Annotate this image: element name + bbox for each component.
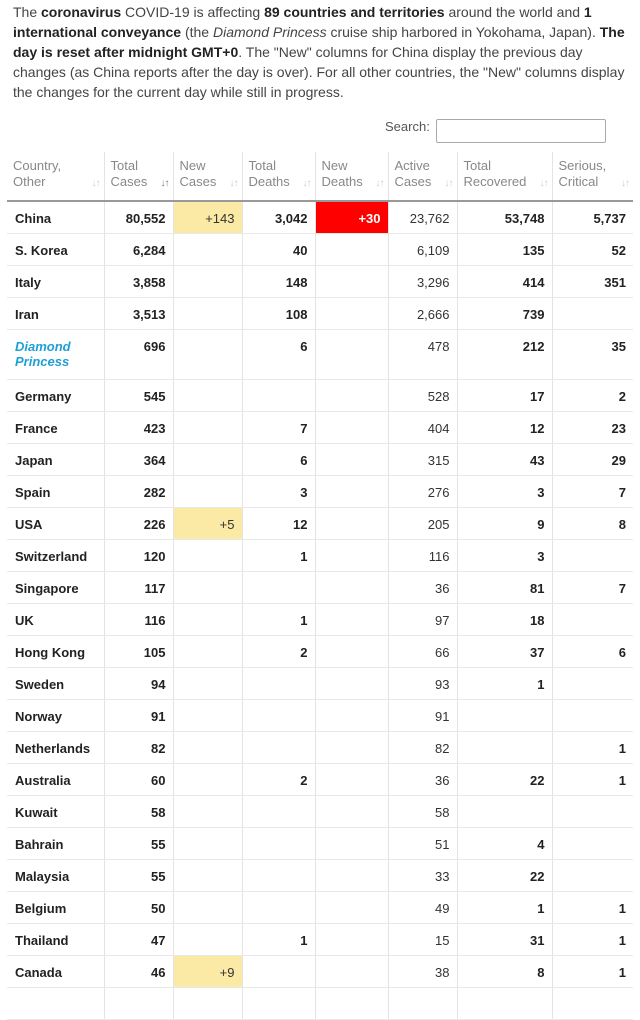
cell-country: Singapore (7, 571, 104, 603)
cell-new-cases (173, 297, 242, 329)
cell-total-deaths (242, 379, 315, 411)
cell-total-deaths (242, 667, 315, 699)
cell-country: S. Korea (7, 233, 104, 265)
cell-new-cases (173, 265, 242, 297)
column-header-label: Total (463, 158, 491, 173)
cell-total-deaths (242, 827, 315, 859)
cell-new-deaths (315, 233, 388, 265)
cell-serious-critical: 1 (552, 955, 633, 987)
cell-new-cases (173, 539, 242, 571)
table-row (7, 923, 633, 955)
cell-total-deaths (242, 891, 315, 923)
cell-total-cases: 226 (104, 507, 173, 539)
cell-total-cases: 80,552 (104, 201, 173, 233)
cell-serious-critical: 1 (552, 763, 633, 795)
intro-bold: coronavirus (41, 4, 122, 20)
column-header-label: Serious, (558, 158, 607, 173)
cell-new-cases (173, 667, 242, 699)
cell-total-deaths: 1 (242, 923, 315, 955)
table-row (7, 667, 633, 699)
sort-both-icon[interactable]: ↓↑ (91, 178, 100, 189)
cell-total-cases: 282 (104, 475, 173, 507)
column-header-label: Country, (13, 158, 62, 173)
cell-total-deaths (242, 955, 315, 987)
cell-total-recovered: 22 (457, 763, 552, 795)
cell-active-cases: 276 (388, 475, 457, 507)
column-header-active-cases[interactable] (388, 152, 457, 201)
cell-total-cases: 545 (104, 379, 173, 411)
cell-country: Bahrain (7, 827, 104, 859)
cell-new-deaths (315, 731, 388, 763)
cell-total-cases: 94 (104, 667, 173, 699)
column-header-country[interactable] (7, 152, 104, 201)
table-row (7, 571, 633, 603)
cell-total-deaths: 40 (242, 233, 315, 265)
cell-country: Norway (7, 699, 104, 731)
cell-country: China (7, 201, 104, 233)
cell-new-deaths (315, 699, 388, 731)
cell-country: Canada (7, 955, 104, 987)
cell-total-cases: 6,284 (104, 233, 173, 265)
column-header-new-cases[interactable] (173, 152, 242, 201)
cell-total-recovered (457, 795, 552, 827)
cell-country: Italy (7, 265, 104, 297)
cell-active-cases: 97 (388, 603, 457, 635)
cell-total-deaths: 1 (242, 603, 315, 635)
cell-active-cases: 93 (388, 667, 457, 699)
cell-new-cases (173, 443, 242, 475)
cell-serious-critical: 52 (552, 233, 633, 265)
table-row (7, 475, 633, 507)
cell-new-deaths (315, 763, 388, 795)
cell-country: Thailand (7, 923, 104, 955)
cell-total-deaths (242, 571, 315, 603)
cell-serious-critical (552, 297, 633, 329)
cell-new-deaths (315, 891, 388, 923)
cell-serious-critical: 6 (552, 635, 633, 667)
cell-new-cases (173, 329, 242, 379)
table-row (7, 635, 633, 667)
cell-total-cases (104, 987, 173, 1019)
cell-new-cases (173, 379, 242, 411)
cell-total-recovered: 1 (457, 667, 552, 699)
cell-new-deaths (315, 603, 388, 635)
search-label: Search: (385, 119, 430, 134)
table-row (7, 265, 633, 297)
cell-new-deaths: +30 (315, 201, 388, 233)
cell-total-recovered: 22 (457, 859, 552, 891)
cell-total-cases: 423 (104, 411, 173, 443)
table-row (7, 699, 633, 731)
cell-new-deaths (315, 859, 388, 891)
cell-new-cases: +5 (173, 507, 242, 539)
cell-new-cases (173, 635, 242, 667)
column-header-total-deaths[interactable] (242, 152, 315, 201)
search-input[interactable] (436, 119, 606, 143)
cell-new-cases (173, 923, 242, 955)
cell-active-cases: 528 (388, 379, 457, 411)
cell-total-deaths (242, 987, 315, 1019)
cell-new-cases (173, 571, 242, 603)
cell-new-cases (173, 699, 242, 731)
cell-active-cases: 6,109 (388, 233, 457, 265)
cell-active-cases: 49 (388, 891, 457, 923)
cell-total-recovered: 17 (457, 379, 552, 411)
sort-both-icon[interactable]: ↓↑ (444, 178, 453, 189)
cell-new-deaths (315, 379, 388, 411)
cell-total-deaths: 2 (242, 763, 315, 795)
cell-country: Belgium (7, 891, 104, 923)
cell-country: Sweden (7, 667, 104, 699)
cell-country: France (7, 411, 104, 443)
cell-total-deaths: 148 (242, 265, 315, 297)
cell-serious-critical (552, 827, 633, 859)
cell-total-cases: 696 (104, 329, 173, 379)
table-row (7, 603, 633, 635)
cell-total-deaths (242, 795, 315, 827)
intro-bold: The day is reset after midnight GMT+0 (13, 24, 625, 60)
cell-country: UK (7, 603, 104, 635)
cell-serious-critical: 35 (552, 329, 633, 379)
column-header-label: Recovered (463, 174, 527, 189)
cell-serious-critical (552, 667, 633, 699)
cell-country: Iran (7, 297, 104, 329)
cell-active-cases: 82 (388, 731, 457, 763)
cell-total-cases: 3,513 (104, 297, 173, 329)
cell-total-recovered: 53,748 (457, 201, 552, 233)
intro-text: The coronavirus COVID-19 is affecting 89 countries and territories around the world and 1 international conveyance (the Diamond Princess cruise ship harbored in Yokohama, Japan). The day is reset after midnight GMT+0. The "New" columns for China display the previous day changes (as China reports after the day is over). For all other countries, the "New" columns display the changes for the current day while still in progress. (13, 4, 625, 100)
cell-country: Hong Kong (7, 635, 104, 667)
cell-serious-critical (552, 859, 633, 891)
cell-total-recovered: 18 (457, 603, 552, 635)
cell-total-recovered: 43 (457, 443, 552, 475)
cell-country: USA (7, 507, 104, 539)
cell-serious-critical: 8 (552, 507, 633, 539)
cell-new-deaths (315, 443, 388, 475)
sort-desc-icon[interactable]: ↓↑ (160, 178, 169, 189)
cell-total-deaths: 12 (242, 507, 315, 539)
column-header-total-recovered[interactable] (457, 152, 552, 201)
cell-new-cases (173, 987, 242, 1019)
cell-active-cases: 404 (388, 411, 457, 443)
sort-both-icon[interactable]: ↓↑ (375, 178, 384, 189)
table-row (7, 379, 633, 411)
cell-new-deaths (315, 411, 388, 443)
sort-both-icon[interactable]: ↓↑ (539, 178, 548, 189)
cell-total-recovered: 31 (457, 923, 552, 955)
cell-country: Spain (7, 475, 104, 507)
cell-new-deaths (315, 795, 388, 827)
cell-total-deaths (242, 859, 315, 891)
cell-new-deaths (315, 635, 388, 667)
cell-serious-critical: 2 (552, 379, 633, 411)
cell-active-cases: 116 (388, 539, 457, 571)
cell-active-cases: 66 (388, 635, 457, 667)
cell-new-cases (173, 891, 242, 923)
cell-serious-critical: 351 (552, 265, 633, 297)
cell-active-cases: 33 (388, 859, 457, 891)
cell-total-cases: 364 (104, 443, 173, 475)
cell-total-cases: 91 (104, 699, 173, 731)
cell-total-deaths (242, 699, 315, 731)
column-header-label: Cases (394, 174, 432, 189)
column-header-label: Active (394, 158, 430, 173)
column-header-total-cases[interactable] (104, 152, 173, 201)
table-row (7, 891, 633, 923)
cell-active-cases: 91 (388, 699, 457, 731)
cell-country: Switzerland (7, 539, 104, 571)
table-row (7, 507, 633, 539)
table-row (7, 297, 633, 329)
sort-both-icon[interactable]: ↓↑ (229, 178, 238, 189)
table-row (7, 411, 633, 443)
cell-total-recovered: 37 (457, 635, 552, 667)
table-row (7, 329, 633, 379)
cell-serious-critical: 23 (552, 411, 633, 443)
cell-serious-critical: 29 (552, 443, 633, 475)
cell-total-deaths: 2 (242, 635, 315, 667)
column-header-label: New (179, 158, 206, 173)
cell-country: Australia (7, 763, 104, 795)
cell-total-cases: 60 (104, 763, 173, 795)
intro-bold: 89 countries and territories (264, 4, 445, 20)
cell-serious-critical (552, 539, 633, 571)
cell-active-cases: 51 (388, 827, 457, 859)
cell-active-cases: 15 (388, 923, 457, 955)
cell-new-cases (173, 859, 242, 891)
cell-total-recovered: 4 (457, 827, 552, 859)
cell-active-cases (388, 987, 457, 1019)
table-row (7, 859, 633, 891)
cell-total-recovered: 12 (457, 411, 552, 443)
table-row (7, 539, 633, 571)
cell-total-recovered: 3 (457, 539, 552, 571)
cell-new-deaths (315, 297, 388, 329)
column-header-label: Total (248, 158, 276, 173)
cell-new-cases: +9 (173, 955, 242, 987)
cell-total-deaths (242, 731, 315, 763)
cell-total-recovered: 81 (457, 571, 552, 603)
cell-serious-critical (552, 987, 633, 1019)
table-body (7, 201, 633, 1019)
cell-total-deaths: 3 (242, 475, 315, 507)
cell-total-recovered: 1 (457, 891, 552, 923)
column-header-label: Deaths (321, 174, 363, 189)
cell-total-cases: 82 (104, 731, 173, 763)
cell-new-deaths (315, 667, 388, 699)
cell-total-cases: 105 (104, 635, 173, 667)
cell-new-cases (173, 603, 242, 635)
cell-new-deaths (315, 475, 388, 507)
cell-total-recovered: 3 (457, 475, 552, 507)
table-row (7, 201, 633, 233)
cell-serious-critical: 1 (552, 891, 633, 923)
cell-active-cases: 315 (388, 443, 457, 475)
cell-new-cases (173, 411, 242, 443)
cell-total-recovered: 8 (457, 955, 552, 987)
cell-active-cases: 36 (388, 571, 457, 603)
cell-active-cases: 38 (388, 955, 457, 987)
table-row (7, 731, 633, 763)
cell-total-recovered (457, 731, 552, 763)
cell-new-deaths (315, 571, 388, 603)
cell-country: Germany (7, 379, 104, 411)
column-header-label: Other (13, 174, 46, 189)
cell-active-cases: 3,296 (388, 265, 457, 297)
cell-total-cases: 120 (104, 539, 173, 571)
cell-active-cases: 478 (388, 329, 457, 379)
cell-country: Malaysia (7, 859, 104, 891)
cell-total-deaths: 6 (242, 329, 315, 379)
cell-total-cases: 50 (104, 891, 173, 923)
cell-new-cases: +143 (173, 201, 242, 233)
cell-serious-critical (552, 603, 633, 635)
cell-active-cases: 23,762 (388, 201, 457, 233)
cell-new-cases (173, 827, 242, 859)
column-header-label: Cases (110, 174, 148, 189)
table-row (7, 987, 633, 1019)
cell-new-deaths (315, 507, 388, 539)
cell-total-recovered: 9 (457, 507, 552, 539)
column-header-label: Cases (179, 174, 217, 189)
cell-active-cases: 205 (388, 507, 457, 539)
cell-new-deaths (315, 827, 388, 859)
cell-serious-critical: 5,737 (552, 201, 633, 233)
table-row (7, 827, 633, 859)
cell-total-deaths: 7 (242, 411, 315, 443)
cell-new-deaths (315, 955, 388, 987)
cell-total-cases: 117 (104, 571, 173, 603)
cell-total-recovered (457, 699, 552, 731)
cell-total-cases: 3,858 (104, 265, 173, 297)
country-link[interactable]: Diamond Princess (15, 338, 71, 369)
cell-total-recovered (457, 987, 552, 1019)
cell-new-cases (173, 731, 242, 763)
cell-new-cases (173, 475, 242, 507)
column-header-label: Total (110, 158, 138, 173)
cell-new-cases (173, 233, 242, 265)
column-header-new-deaths[interactable] (315, 152, 388, 201)
cell-total-deaths: 6 (242, 443, 315, 475)
table-row (7, 955, 633, 987)
cell-country: Japan (7, 443, 104, 475)
cell-total-cases: 55 (104, 859, 173, 891)
cell-serious-critical (552, 795, 633, 827)
cell-total-cases: 46 (104, 955, 173, 987)
cell-total-recovered: 212 (457, 329, 552, 379)
cell-total-deaths: 3,042 (242, 201, 315, 233)
table-header-row (7, 152, 633, 201)
cell-country: Netherlands (7, 731, 104, 763)
cell-serious-critical: 1 (552, 731, 633, 763)
sort-both-icon[interactable]: ↓↑ (302, 178, 311, 189)
cell-new-deaths (315, 923, 388, 955)
cell-country (7, 329, 104, 379)
column-header-label: Critical (558, 174, 599, 189)
cases-table (7, 152, 633, 1020)
cell-serious-critical: 1 (552, 923, 633, 955)
table-row (7, 443, 633, 475)
cell-new-deaths (315, 329, 388, 379)
table-row (7, 763, 633, 795)
cell-serious-critical: 7 (552, 475, 633, 507)
cell-country: Kuwait (7, 795, 104, 827)
column-header-label: Deaths (248, 174, 290, 189)
cell-total-deaths: 1 (242, 539, 315, 571)
cell-new-deaths (315, 265, 388, 297)
sort-both-icon[interactable]: ↓↑ (621, 178, 629, 189)
cell-total-recovered: 135 (457, 233, 552, 265)
cell-total-recovered: 414 (457, 265, 552, 297)
column-header-serious-critical[interactable] (552, 152, 633, 201)
cell-active-cases: 36 (388, 763, 457, 795)
cell-total-recovered: 739 (457, 297, 552, 329)
cell-total-cases: 58 (104, 795, 173, 827)
cell-new-cases (173, 763, 242, 795)
cell-country (7, 987, 104, 1019)
cell-active-cases: 2,666 (388, 297, 457, 329)
cell-active-cases: 58 (388, 795, 457, 827)
column-header-label: New (321, 158, 348, 173)
intro-italic: Diamond Princess (212, 24, 327, 40)
cell-serious-critical (552, 699, 633, 731)
intro-bold: 1 international conveyance (13, 4, 592, 40)
cell-serious-critical: 7 (552, 571, 633, 603)
table-row (7, 233, 633, 265)
cell-new-deaths (315, 987, 388, 1019)
cell-total-cases: 55 (104, 827, 173, 859)
cell-total-deaths: 108 (242, 297, 315, 329)
cell-total-cases: 116 (104, 603, 173, 635)
cell-total-cases: 47 (104, 923, 173, 955)
cell-new-deaths (315, 539, 388, 571)
table-row (7, 795, 633, 827)
cell-new-cases (173, 795, 242, 827)
